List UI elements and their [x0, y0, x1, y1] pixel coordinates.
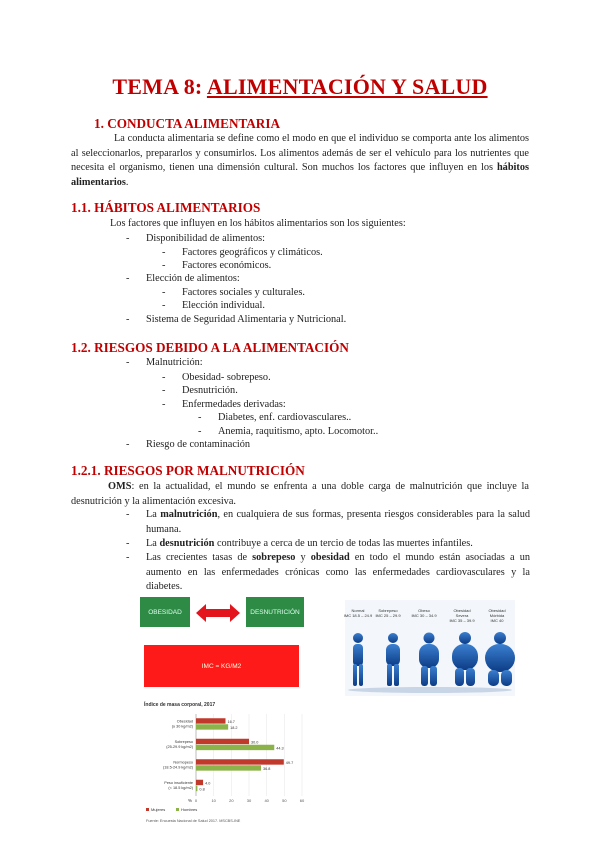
bar	[196, 780, 203, 785]
imc-formula-box: IMC = KG/M2	[144, 645, 299, 687]
list-item-text: Anemia, raquitismo, apto. Locomotor..	[218, 426, 379, 437]
section-heading-1-2-1: 1.2.1. RIESGOS POR MALNUTRICIÓN	[71, 463, 305, 478]
x-tick-label: 40	[264, 798, 269, 803]
list-item-text: Elección de alimentos:	[146, 273, 240, 284]
t-bold: obesidad	[310, 552, 350, 563]
bmi-label-text: Normal	[351, 608, 365, 613]
t: Las crecientes tasas de	[146, 552, 253, 563]
list-item-text: Obesidad- sobrepeso.	[182, 372, 271, 383]
bmi-label-text: Obesidad Mórbida	[488, 608, 506, 618]
s1-end: .	[125, 176, 129, 188]
list-item-text: Elección individual.	[182, 300, 265, 311]
oms-label: OMS	[108, 481, 132, 492]
malnutrition-box: DESNUTRICIÓN	[246, 597, 304, 627]
bar-value-label: 49.7	[285, 760, 294, 765]
list-item: - Anemia, raquitismo, apto. Locomotor..	[198, 426, 379, 437]
t: , en cualquiera de sus formas, presenta riesgos considerables para la salud humana.	[146, 509, 530, 535]
bar	[196, 739, 249, 744]
silhouette-normal	[353, 633, 363, 686]
section-heading-1-1: 1.1. HÁBITOS ALIMENTARIOS	[71, 200, 261, 215]
list-item-text: Factores geográficos y climáticos.	[182, 247, 323, 258]
list-item: - Sistema de Seguridad Alimentaria y Nutricional.	[126, 314, 347, 325]
category-label: Sobrepeso	[174, 739, 193, 744]
list-item: - Malnutrición:	[126, 357, 203, 368]
list-item: - Factores sociales y culturales.	[162, 287, 305, 298]
bmi-label	[447, 608, 477, 623]
t-bold: sobrepeso	[252, 552, 296, 563]
section-heading-1-2: 1.2. RIESGOS DEBIDO A LA ALIMENTACIÓN	[71, 340, 349, 355]
bmi-range-text: IMC 25 – 29.9	[375, 613, 401, 618]
silhouette-obese	[419, 633, 439, 687]
obesity-box: OBESIDAD	[140, 597, 190, 627]
t-bold: desnutrición	[159, 538, 215, 549]
page-title	[0, 74, 600, 100]
silhouette-morbid-obese	[485, 632, 515, 686]
bar-value-label: 0.8	[199, 787, 205, 792]
silhouette-severe-obese	[452, 632, 478, 686]
bmi-range-text: IMC 18.5 – 24.9	[343, 613, 373, 618]
category-label: (≥ 30 kg/m2)	[171, 724, 193, 729]
list-item-text: Factores económicos.	[182, 260, 272, 271]
bmi-label	[409, 608, 439, 618]
list-item: - Diabetes, enf. cardiovasculares..	[198, 412, 352, 423]
chart-title: Índice de masa corporal, 2017	[144, 702, 216, 708]
category-label: (< 18.5 kg/m2)	[168, 785, 193, 790]
section-1-paragraph	[71, 132, 529, 190]
section-heading-1: 1. CONDUCTA ALIMENTARIA	[94, 116, 280, 131]
s121-paragraph	[71, 480, 529, 509]
x-tick-label: 50	[282, 798, 287, 803]
title-prefix: TEMA 8:	[112, 74, 207, 99]
bar-value-label: 44.3	[276, 746, 284, 751]
t: en todo el mundo están asociadas a un aumento en las enfermedades crónicas como las enfermedades cardiovasculares y la diabetes.	[146, 552, 530, 593]
bar	[196, 786, 197, 791]
list-item: - Desnutrición.	[162, 385, 238, 396]
t: contribuye a cerca de un tercio de todas las muertes infantiles.	[214, 538, 473, 549]
legend-label: Mujeres	[151, 807, 166, 812]
list-item-text: Riesgo de contaminación	[146, 439, 251, 450]
bullet-text	[146, 551, 530, 595]
bar-value-label: 16.7	[227, 719, 235, 724]
malnutrition-diagram	[140, 595, 302, 687]
list-item-text: Disponibilidad de alimentos:	[146, 233, 265, 244]
bmi-range-text: IMC 35 – 39.9	[449, 618, 475, 623]
x-tick-label: 60	[299, 798, 305, 803]
title-main: ALIMENTACIÓN Y SALUD	[206, 74, 488, 99]
s1-text: La conducta alimentaria se define como el modo en que el individuo se comporta ante los alimentos al seleccionarlos, prepararlos y consumirlos. Los alimentos además de ser el vehículo para los nutrientes que necesita el organismo, tienen una dimensión cultural. Son muchos los factores que influyen en los	[71, 133, 529, 174]
bar-value-label: 4.0	[205, 781, 211, 786]
dash: -	[126, 552, 130, 563]
bmi-label-text: Sobrepeso	[378, 608, 398, 613]
bar-value-label: 30.0	[251, 740, 259, 745]
list-item	[126, 551, 530, 595]
category-label: (25-29.9 kg/m2)	[166, 744, 193, 749]
x-tick-label: 20	[229, 798, 234, 803]
bar-value-label: 18.2	[230, 725, 238, 730]
list-item	[126, 537, 530, 552]
t: La	[146, 509, 161, 520]
bar	[196, 724, 228, 729]
bullet-text	[146, 537, 530, 552]
legend-swatch	[176, 808, 179, 811]
category-label: Normopeso	[173, 760, 193, 765]
s1-bold: hábitos alimentarios	[71, 162, 529, 188]
t: y	[295, 552, 311, 563]
bmi-label-text: Obesidad Severa	[453, 608, 471, 618]
bmi-label-text: Obeso	[418, 608, 430, 613]
list-item-text: Factores sociales y culturales.	[182, 287, 305, 298]
chart-source: Fuente: Encuesta Nacional de Salud 2017. MSCBS-INE	[146, 819, 241, 823]
bmi-range-text: IMC 40	[490, 618, 504, 623]
list-item: - Riesgo de contaminación	[126, 439, 251, 450]
list-item: - Disponibilidad de alimentos:	[126, 233, 265, 244]
bmi-range-text: IMC 30 – 34.9	[411, 613, 437, 618]
list-item: - Enfermedades derivadas:	[162, 399, 286, 410]
bmi-label	[373, 608, 403, 618]
body-silhouettes	[345, 630, 515, 696]
double-arrow-icon	[196, 603, 240, 623]
t: La	[146, 538, 160, 549]
list-item: - Factores económicos.	[162, 260, 272, 271]
s11-intro: Los factores que influyen en los hábitos alimentarios son los siguientes:	[110, 218, 406, 229]
x-tick-label: 10	[211, 798, 216, 803]
x-tick-label: 30	[246, 798, 252, 803]
bmi-label	[343, 608, 373, 618]
bar	[196, 765, 261, 770]
bar	[196, 718, 226, 723]
list-item: - Factores geográficos y climáticos.	[162, 247, 323, 258]
category-label: Obesidad	[176, 719, 193, 724]
x-tick-label: 0	[194, 798, 198, 803]
list-item: - Elección de alimentos:	[126, 273, 240, 284]
bmi-bar-chart	[140, 700, 310, 828]
legend-label: Hombres	[181, 807, 198, 812]
list-item	[126, 508, 530, 537]
silhouette-overweight	[386, 633, 400, 686]
legend-swatch	[146, 808, 149, 811]
s121-text: : en la actualidad, el mundo se enfrenta a una doble carga de malnutrición que incluye la desnutrición y la alimentación excesiva.	[71, 481, 529, 507]
category-label: Peso insuficiente	[164, 780, 193, 785]
list-item: - Obesidad- sobrepeso.	[162, 372, 271, 383]
list-item-text: Sistema de Seguridad Alimentaria y Nutricional.	[146, 314, 347, 325]
list-item: - Elección individual.	[162, 300, 265, 311]
percent-label: %	[188, 798, 193, 803]
bullet-text	[146, 508, 530, 537]
t-bold: malnutrición	[160, 509, 218, 520]
bar	[196, 745, 274, 750]
list-item-text: Desnutrición.	[182, 385, 238, 396]
bmi-label	[482, 608, 512, 623]
list-item-text: Malnutrición:	[146, 357, 203, 368]
bar-value-label: 36.8	[263, 766, 271, 771]
bmi-chart-figure	[140, 700, 310, 828]
bmi-silhouettes-figure	[345, 600, 515, 696]
list-item-text: Enfermedades derivadas:	[182, 399, 286, 410]
dash: -	[126, 538, 130, 549]
dash: -	[126, 509, 130, 520]
list-item-text: Diabetes, enf. cardiovasculares..	[218, 412, 352, 423]
category-label: (18.5-24.9 kg/m2)	[163, 765, 193, 770]
bar	[196, 759, 284, 764]
